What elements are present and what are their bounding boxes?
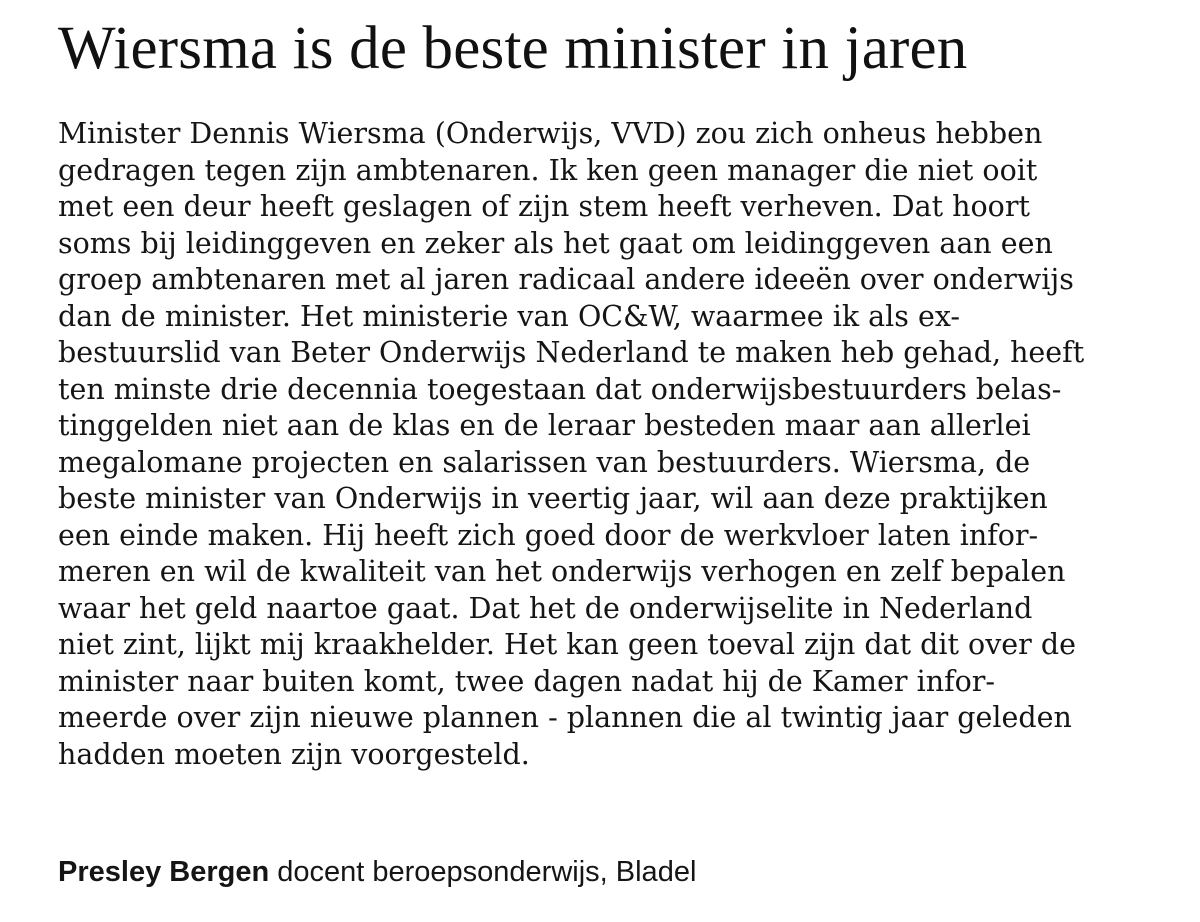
author-name: Presley Bergen (58, 856, 270, 888)
body-line: minister naar buiten komt, twee dagen nadat hij de Kamer infor- (58, 664, 996, 698)
author-signature (58, 852, 696, 892)
body-line: meren en wil de kwaliteit van het onderwijs verhogen en zelf bepalen (58, 555, 1066, 588)
letter-body (58, 116, 1084, 773)
author-description: docent beroepsonderwijs, Bladel (277, 856, 697, 888)
body-line: waar het geld naartoe gaat. Dat het de onderwijselite in Nederland (58, 591, 1033, 625)
body-line: ten minste drie decennia toegestaan dat onderwijsbestuurders belas- (58, 372, 1062, 406)
body-line: met een deur heeft geslagen of zijn stem heeft verheven. Dat hoort (58, 190, 1030, 223)
body-line: hadden moeten zijn voorgesteld. (58, 737, 530, 771)
body-line: niet zint, lijkt mij kraakhelder. Het kan geen toeval zijn dat dit over de (58, 628, 1076, 661)
body-line: bestuurslid van Beter Onderwijs Nederland te maken heb gehad, heeft (58, 336, 1085, 369)
body-line: gedragen tegen zijn ambtenaren. Ik ken geen manager die niet ooit (58, 153, 1038, 187)
body-line: Minister Dennis Wiersma (Onderwijs, VVD) zou zich onheus hebben (58, 117, 1043, 150)
body-line: beste minister van Onderwijs in veertig jaar, wil aan deze praktijken (58, 482, 1048, 515)
body-line: een einde maken. Hij heeft zich goed door de werkvloer laten infor- (58, 518, 1039, 552)
body-line: groep ambtenaren met al jaren radicaal andere ideeën over onderwijs (58, 263, 1074, 296)
headline: Wiersma is de beste minister in jaren (58, 15, 968, 82)
body-line: soms bij leidinggeven en zeker als het gaat om leidinggeven aan een (58, 226, 1053, 260)
body-line: meerde over zijn nieuwe plannen - plannen die al twintig jaar geleden (58, 701, 1072, 734)
body-line: dan de minister. Het ministerie van OC&W, waarmee ik als ex- (58, 299, 961, 333)
body-line: tinggelden niet aan de klas en de leraar besteden maar aan allerlei (58, 409, 1031, 442)
body-line: megalomane projecten en salarissen van bestuurders. Wiersma, de (58, 445, 1031, 479)
